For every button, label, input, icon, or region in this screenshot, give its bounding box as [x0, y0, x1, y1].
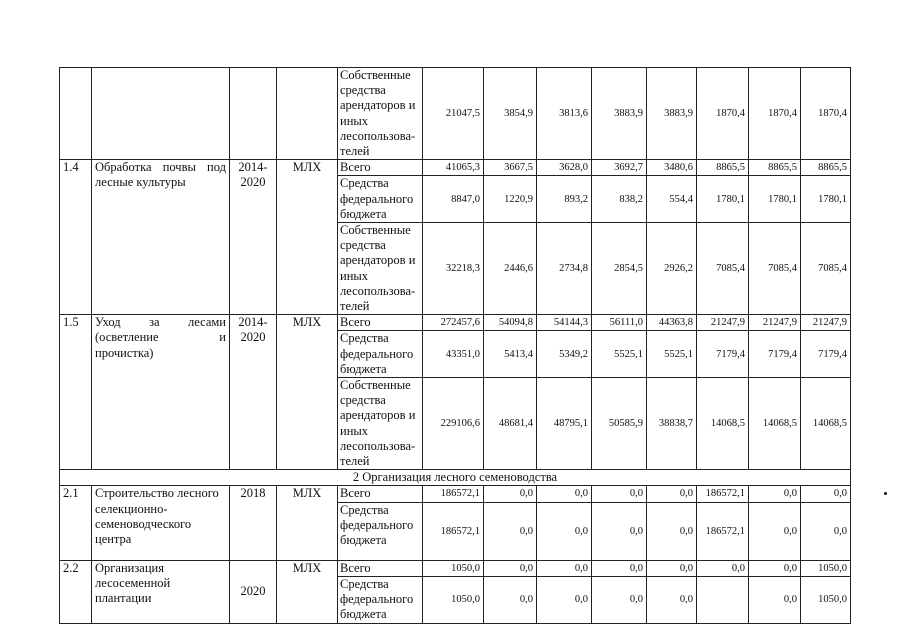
amount-cell: 1870,4: [749, 68, 801, 160]
amount-cell: 0,0: [647, 560, 697, 576]
amount-cell: 186572,1: [697, 486, 749, 502]
amount-cell: 0,0: [749, 576, 801, 623]
amount-cell: 0,0: [749, 502, 801, 560]
amount-cell: 3692,7: [592, 160, 647, 176]
amount-cell: 3813,6: [537, 68, 592, 160]
table-row: [60, 560, 851, 576]
funding-source: Собственные средства арендаторов и иных лесопользова-телей: [338, 378, 423, 470]
activity-name-cell: Организация лесосеменной плантации: [92, 560, 230, 623]
amount-cell: 21247,9: [697, 315, 749, 331]
funding-source: Всего: [338, 160, 423, 176]
amount-cell: 0,0: [801, 502, 851, 560]
executor-cell: [277, 68, 338, 160]
amount-cell: 0,0: [537, 486, 592, 502]
funding-source: Собственные средства арендаторов и иных лесопользова-телей: [338, 223, 423, 315]
amount-cell: 8847,0: [423, 176, 484, 223]
amount-cell: 0,0: [484, 576, 537, 623]
table-row: [60, 160, 851, 176]
amount-cell: 3628,0: [537, 160, 592, 176]
amount-cell: 44363,8: [647, 315, 697, 331]
amount-cell: 0,0: [592, 486, 647, 502]
amount-cell: 0,0: [484, 560, 537, 576]
amount-cell: 1780,1: [697, 176, 749, 223]
amount-cell: 3854,9: [484, 68, 537, 160]
amount-cell: 5413,4: [484, 331, 537, 378]
executor-cell: МЛХ: [277, 315, 338, 470]
amount-cell: 0,0: [537, 560, 592, 576]
amount-cell: 0,0: [592, 560, 647, 576]
section-heading: 2 Организация лесного семеноводства: [60, 470, 851, 486]
activity-name-cell: Строительство лесного селекционно-семеноводческого центра: [92, 486, 230, 560]
amount-cell: 893,2: [537, 176, 592, 223]
amount-cell: 0,0: [592, 576, 647, 623]
period-cell: 2018: [230, 486, 277, 560]
amount-cell: 0,0: [749, 486, 801, 502]
amount-cell: 32218,3: [423, 223, 484, 315]
amount-cell: 3480,6: [647, 160, 697, 176]
amount-cell: 3883,9: [647, 68, 697, 160]
amount-cell: 14068,5: [749, 378, 801, 470]
period-cell: 2020: [230, 560, 277, 623]
amount-cell: [697, 576, 749, 623]
amount-cell: 1220,9: [484, 176, 537, 223]
amount-cell: 1050,0: [423, 576, 484, 623]
amount-cell: 1780,1: [749, 176, 801, 223]
amount-cell: 0,0: [801, 486, 851, 502]
amount-cell: 38838,7: [647, 378, 697, 470]
executor-cell: МЛХ: [277, 486, 338, 560]
amount-cell: 838,2: [592, 176, 647, 223]
amount-cell: 43351,0: [423, 331, 484, 378]
amount-cell: 0,0: [537, 502, 592, 560]
amount-cell: 0,0: [647, 486, 697, 502]
period-cell: [230, 68, 277, 160]
table-row: [60, 486, 851, 502]
amount-cell: 0,0: [592, 502, 647, 560]
amount-cell: 41065,3: [423, 160, 484, 176]
activity-name-cell: Обработка почвы под лесные культуры: [92, 160, 230, 315]
funding-source: Всего: [338, 560, 423, 576]
funding-source: Всего: [338, 315, 423, 331]
amount-cell: 272457,6: [423, 315, 484, 331]
amount-cell: 7085,4: [801, 223, 851, 315]
amount-cell: 1870,4: [697, 68, 749, 160]
amount-cell: 14068,5: [697, 378, 749, 470]
amount-cell: 14068,5: [801, 378, 851, 470]
amount-cell: 5349,2: [537, 331, 592, 378]
amount-cell: 1050,0: [423, 560, 484, 576]
amount-cell: 8865,5: [749, 160, 801, 176]
amount-cell: 21047,5: [423, 68, 484, 160]
row-number-cell: 1.4: [60, 160, 92, 315]
amount-cell: 5525,1: [592, 331, 647, 378]
amount-cell: 229106,6: [423, 378, 484, 470]
amount-cell: 0,0: [647, 502, 697, 560]
executor-cell: МЛХ: [277, 560, 338, 623]
funding-source: Всего: [338, 486, 423, 502]
amount-cell: 7085,4: [697, 223, 749, 315]
amount-cell: 7085,4: [749, 223, 801, 315]
amount-cell: 2926,2: [647, 223, 697, 315]
amount-cell: 54144,3: [537, 315, 592, 331]
amount-cell: 48681,4: [484, 378, 537, 470]
table-row: [60, 68, 851, 160]
amount-cell: 554,4: [647, 176, 697, 223]
funding-source: Средства федерального бюджета: [338, 331, 423, 378]
amount-cell: 186572,1: [697, 502, 749, 560]
program-funding-table: [59, 67, 851, 624]
amount-cell: 0,0: [484, 486, 537, 502]
amount-cell: 50585,9: [592, 378, 647, 470]
row-number-cell: [60, 68, 92, 160]
amount-cell: 21247,9: [749, 315, 801, 331]
funding-source: Средства федерального бюджета: [338, 576, 423, 623]
executor-cell: МЛХ: [277, 160, 338, 315]
amount-cell: 3667,5: [484, 160, 537, 176]
amount-cell: 54094,8: [484, 315, 537, 331]
amount-cell: 2854,5: [592, 223, 647, 315]
amount-cell: 186572,1: [423, 486, 484, 502]
row-number-cell: 2.2: [60, 560, 92, 623]
funding-source: Собственные средства арендаторов и иных лесопользова-телей: [338, 68, 423, 160]
amount-cell: 0,0: [647, 576, 697, 623]
amount-cell: 0,0: [697, 560, 749, 576]
amount-cell: 48795,1: [537, 378, 592, 470]
amount-cell: 8865,5: [801, 160, 851, 176]
period-cell: 2014-2020: [230, 315, 277, 470]
period-cell: 2014-2020: [230, 160, 277, 315]
amount-cell: 5525,1: [647, 331, 697, 378]
amount-cell: 7179,4: [697, 331, 749, 378]
amount-cell: 186572,1: [423, 502, 484, 560]
section-row: [60, 470, 851, 486]
amount-cell: 7179,4: [801, 331, 851, 378]
amount-cell: 2734,8: [537, 223, 592, 315]
amount-cell: 8865,5: [697, 160, 749, 176]
amount-cell: 2446,6: [484, 223, 537, 315]
amount-cell: 0,0: [537, 576, 592, 623]
row-number-cell: 1.5: [60, 315, 92, 470]
funding-source: Средства федерального бюджета: [338, 502, 423, 560]
activity-name-cell: [92, 68, 230, 160]
funding-source: Средства федерального бюджета: [338, 176, 423, 223]
activity-name-cell: Уход за лесами (осветление и прочистка): [92, 315, 230, 470]
amount-cell: 1050,0: [801, 560, 851, 576]
stray-dot: [884, 492, 887, 495]
table-row: [60, 315, 851, 331]
amount-cell: 0,0: [484, 502, 537, 560]
amount-cell: 1870,4: [801, 68, 851, 160]
amount-cell: 21247,9: [801, 315, 851, 331]
row-number-cell: 2.1: [60, 486, 92, 560]
amount-cell: 3883,9: [592, 68, 647, 160]
amount-cell: 1050,0: [801, 576, 851, 623]
amount-cell: 56111,0: [592, 315, 647, 331]
amount-cell: 7179,4: [749, 331, 801, 378]
amount-cell: 0,0: [749, 560, 801, 576]
document-page: [59, 67, 850, 622]
amount-cell: 1780,1: [801, 176, 851, 223]
